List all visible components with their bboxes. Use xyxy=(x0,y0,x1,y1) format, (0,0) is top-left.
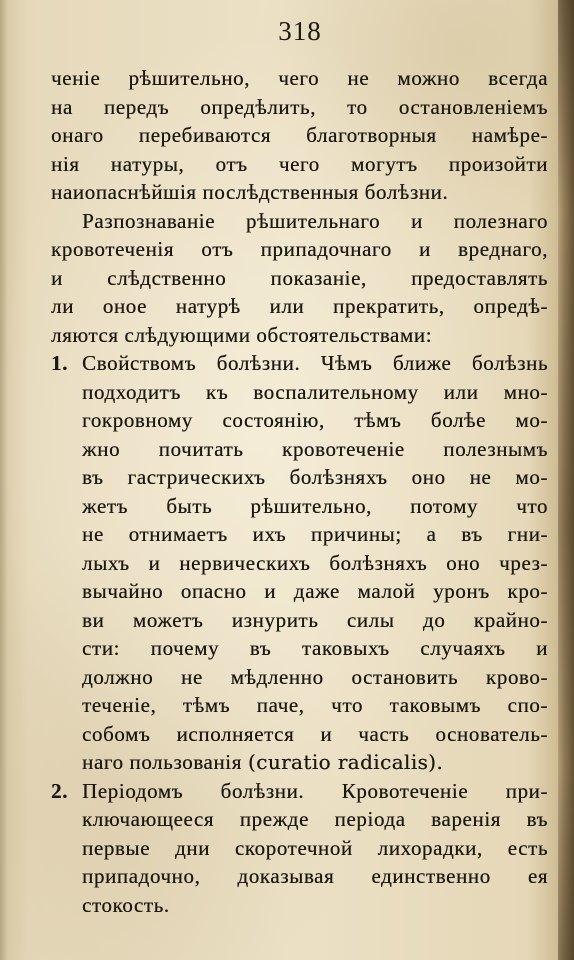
latin-term: (curatio radicalis). xyxy=(247,750,444,774)
list-item-1 xyxy=(51,349,548,777)
text-line: ченіе рѣшительно, чего не можно всегда xyxy=(51,66,548,90)
page-text xyxy=(51,64,548,919)
text-line: припадочно, доказывая единственно ея xyxy=(82,864,548,888)
text-line: сти: почему въ таковыхъ случаяхъ и xyxy=(82,636,548,660)
list-marker: 1. xyxy=(51,351,68,375)
list-item-2 xyxy=(51,777,548,920)
page-edge-left xyxy=(0,0,8,960)
text-line: должно не мѣдленно остановить крово- xyxy=(82,664,548,689)
text-line: наиопаснѣйшія послѣдственныя болѣзни. xyxy=(51,180,449,204)
text-line: ключающееся прежде періода варенія въ xyxy=(82,807,548,831)
text-line: жетъ быть рѣшительно, потому что xyxy=(82,493,548,518)
text-line: ляются слѣдующими обстоятельствами: xyxy=(51,322,433,347)
text-span: наго пользованія xyxy=(82,750,242,774)
paragraph-1 xyxy=(51,64,548,207)
text-line: лыхъ и нервическихъ болѣзняхъ оно чрез- xyxy=(82,550,548,575)
text-line: гокровному состоянію, тѣмъ болѣе мо- xyxy=(82,408,548,432)
text-line: теченіе, тѣмъ паче, что таковымъ спо- xyxy=(82,693,548,717)
text-line: Періодомъ болѣзни. Кровотеченіе при- xyxy=(82,778,548,803)
text-line: жно почитать кровотеченіе полезнымъ xyxy=(82,436,548,461)
text-line xyxy=(82,748,548,777)
text-line: Свойствомъ болѣзни. Чѣмъ ближе болѣзнь xyxy=(82,351,548,375)
text-line: Разпознаваніе рѣшительнаго и полезнаго xyxy=(82,208,548,233)
text-line: стокость. xyxy=(82,892,170,917)
text-line: не отнимаетъ ихъ причины; а въ гни- xyxy=(82,522,548,546)
text-line: на передъ опредѣлить, то остановленіемъ xyxy=(51,94,548,119)
text-line: кровотеченія отъ припадочнаго и вреднаго, xyxy=(51,237,548,261)
text-line: собомъ исполняется и часть основатель- xyxy=(82,721,548,746)
list-marker: 2. xyxy=(51,778,68,803)
text-line: первые дни скоротечной лихорадки, есть xyxy=(82,835,548,860)
page-number: 318 xyxy=(278,16,322,46)
paragraph-2 xyxy=(51,207,548,350)
text-line: и слѣдственно показаніе, предоставлять xyxy=(51,265,548,290)
text-line: ли оное натурѣ или прекратить, опредѣ- xyxy=(51,294,548,318)
text-line: подходитъ къ воспалительному или мно- xyxy=(82,379,548,404)
text-line: нія натуры, отъ чего могутъ произойти xyxy=(51,151,548,176)
text-line: онаго перебиваются благотворныя намѣре- xyxy=(51,123,548,147)
text-line: вычайно опасно и даже малой уронъ кро- xyxy=(82,579,548,603)
text-line: ви можетъ изнурить силы до крайно- xyxy=(82,607,548,632)
text-line: въ гастрическихъ болѣзняхъ оно не мо- xyxy=(82,465,548,489)
page-edge-shadow xyxy=(558,0,574,960)
